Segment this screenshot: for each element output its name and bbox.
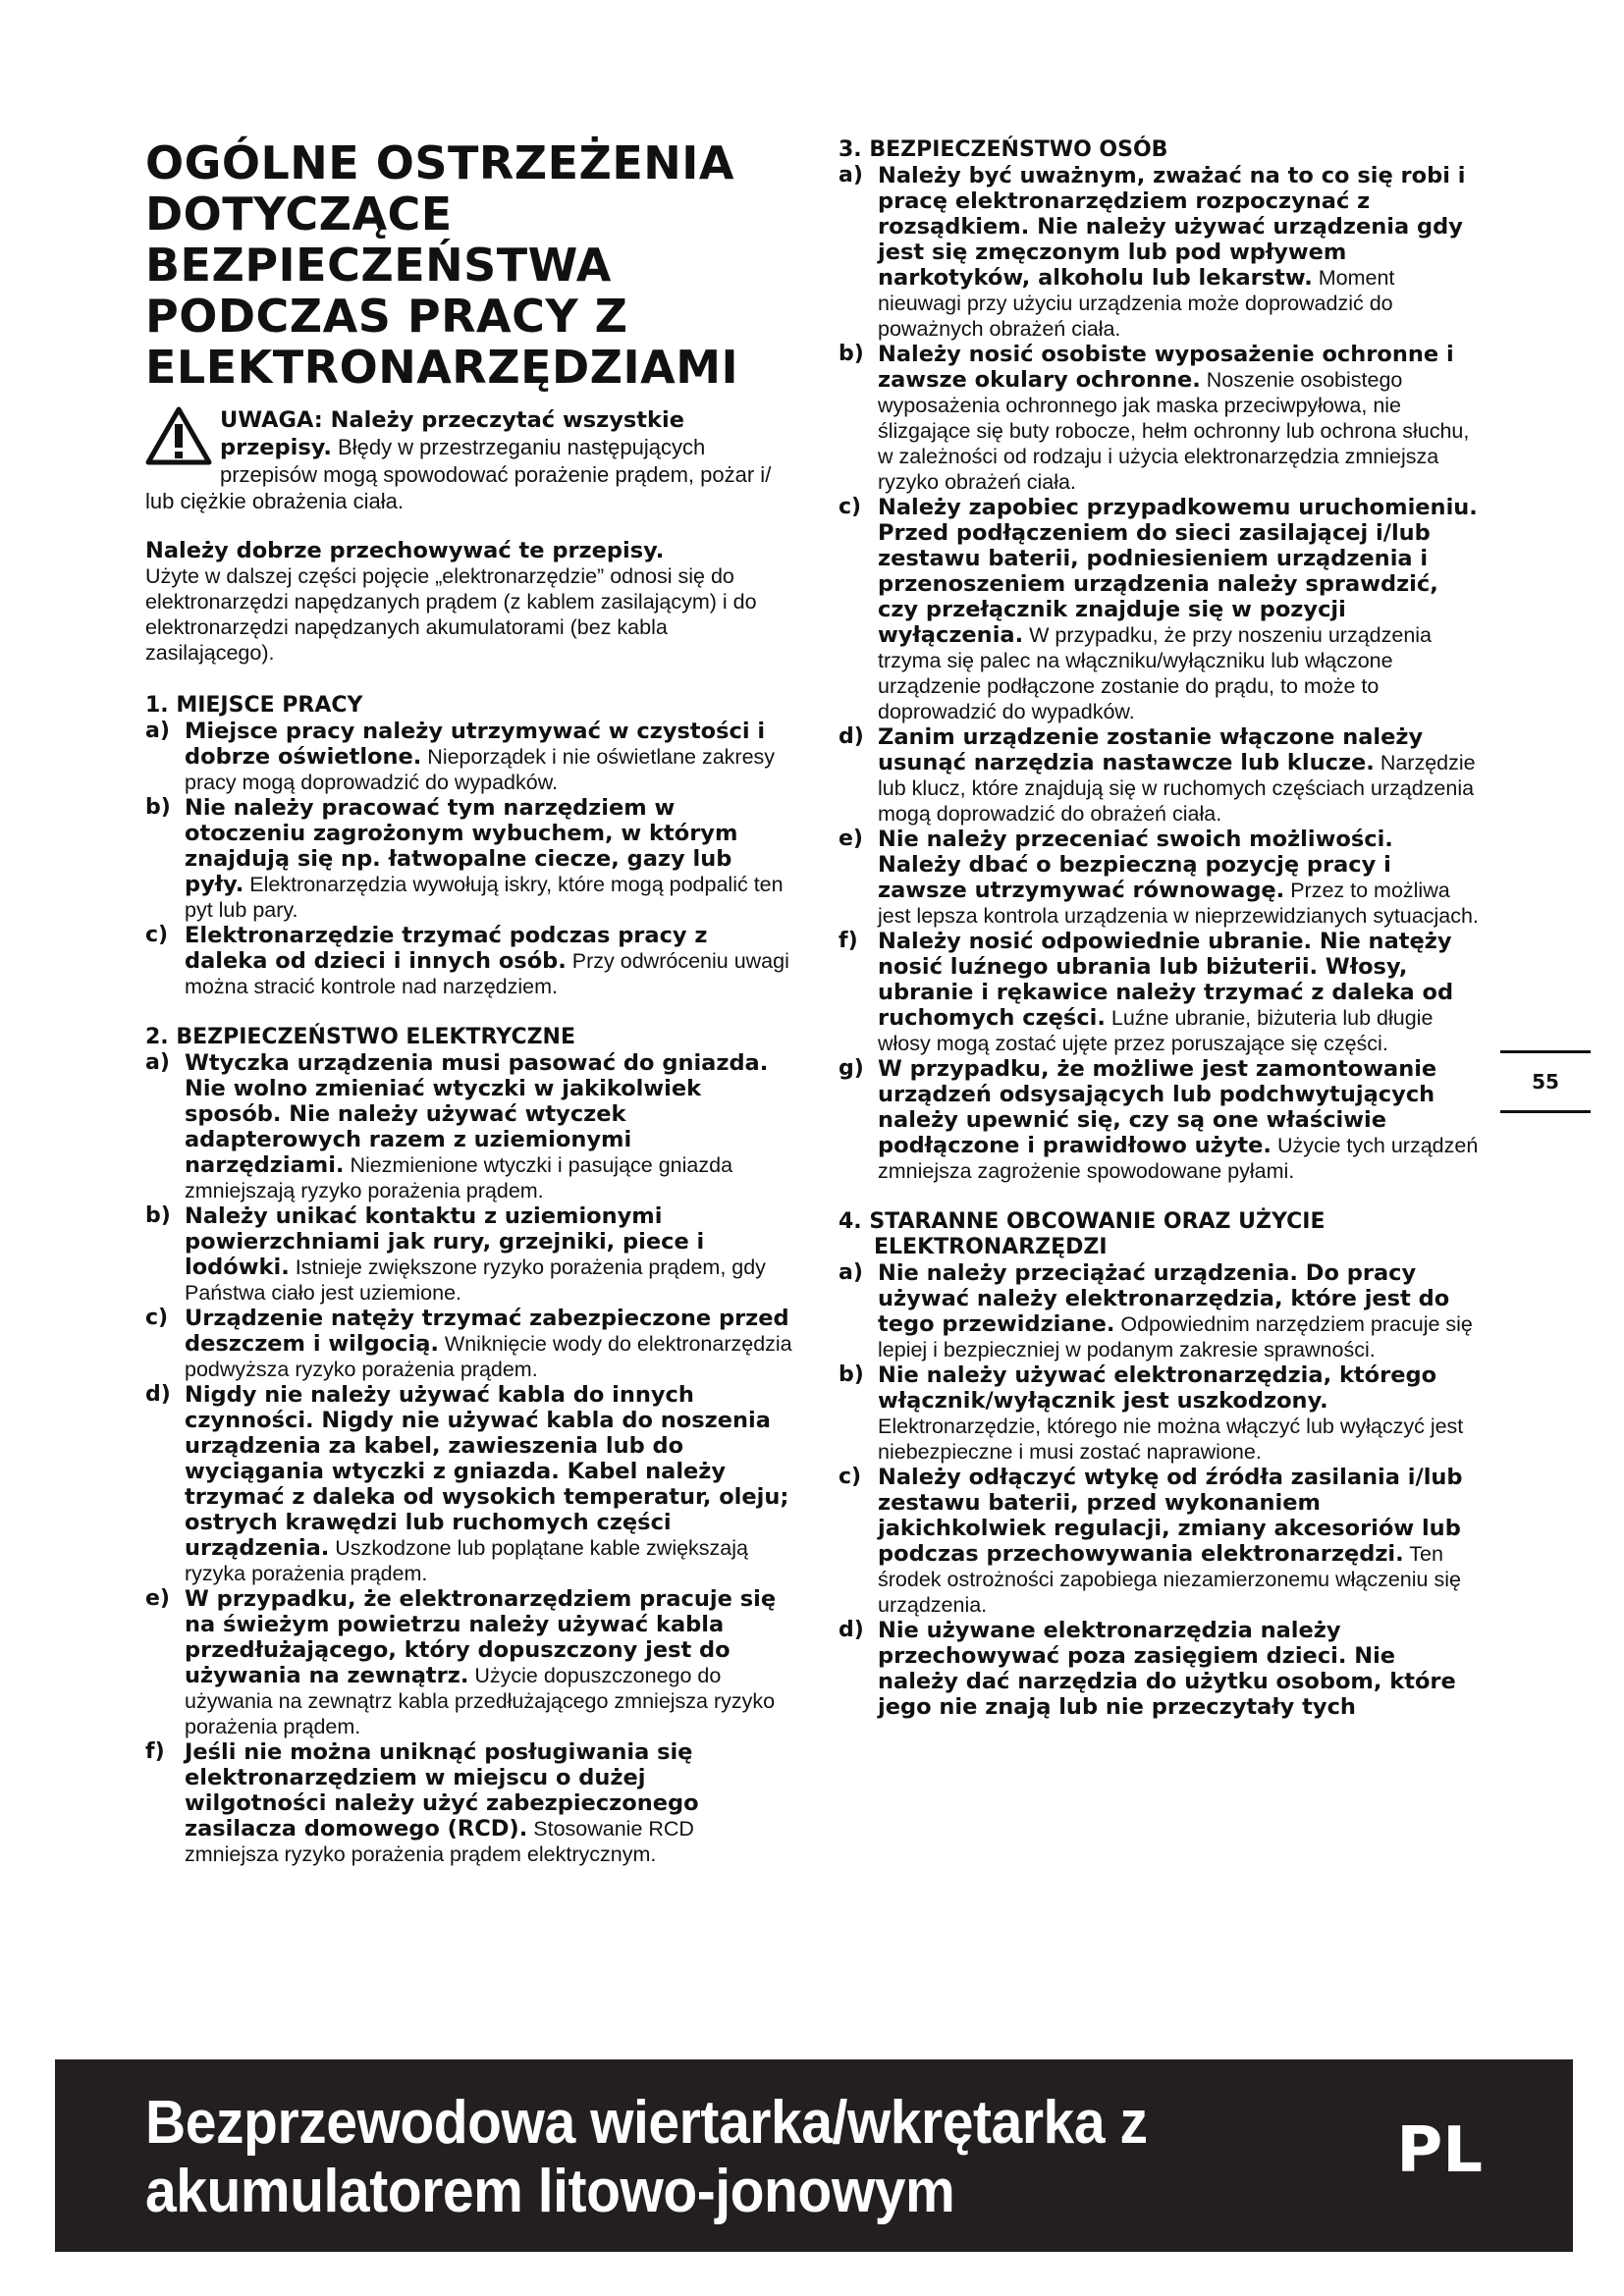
item-bold-text: Należy nosić osobiste wyposażenie ochronne i zawsze okulary ochronne. [878,342,1454,393]
item-text: Stosowanie RCD zmniejsza ryzyko porażenia prądem elektrycznym. [185,1817,694,1866]
page-title-line: DOTYCZĄCE [145,187,453,240]
section-tool-use-and-care [839,1209,1483,1720]
section-title: 2. BEZPIECZEŃSTWO ELEKTRYCZNE [145,1025,575,1049]
page-title-line: BEZPIECZEŃSTWA [145,239,612,292]
item-letter: b) [145,795,171,820]
page-title-line: PODCZAS PRACY Z [145,290,628,343]
item-letter: b) [145,1203,171,1228]
item-letter: c) [839,1465,862,1489]
item-text: Narzędzie lub klucz, które znajdują się w ruchomych częściach urządzenia mogą doprowadzić do obrażeń ciała. [878,751,1476,826]
item-bold-text: Elektronarzędzie trzymać podczas pracy z daleka od dzieci i innych osób. [185,923,708,974]
list-item [145,1306,793,1382]
item-letter: f) [145,1739,165,1764]
item-letter: d) [839,1618,864,1642]
item-text: Nieporządek i nie oświetlane zakresy pracy mogą doprowadzić do wypadków. [185,745,776,794]
item-bold-text: Wtyczka urządzenia musi pasować do gniazda. Nie wolno zmieniać wtyczki w jakikolwiek sposób. Nie należy używać wtyczek adapterowych razem z uziemionymi narzędziami. [185,1050,769,1178]
item-letter: e) [145,1586,170,1611]
item-text: Elektronarzędzia wywołują iskry, które mogą podpalić ten pyt lub pary. [185,873,784,922]
item-letter: b) [839,342,864,366]
item-bold-text: Należy unikać kontaktu z uziemionymi powierzchniami jak rury, grzejniki, piece i lodówki. [185,1203,705,1280]
item-bold-text: Nie używane elektronarzędzia należy przechowywać poza zasięgiem dzieci. Nie należy dać narzędzia do użytku osobom, które jego nie znają lub nie przeczytały tych [878,1618,1456,1720]
list-item [145,795,793,923]
list-item [839,1260,1483,1362]
item-letter: a) [839,163,863,187]
item-bold-text: Nigdy nie należy używać kabla do innych czynności. Nigdy nie używać kabla do noszenia urządzenia za kabel, zawieszenia lub do wyciągania wtyczki z gniazda. Kabel należy trzymać z daleka od wysokich temperatur, oleju; ostrych krawędzi lub ruchomych części urządzenia. [185,1382,789,1561]
item-letter: c) [145,1306,169,1330]
list-item [839,495,1483,724]
warning-triangle-icon [145,406,212,465]
section-title: 4. STARANNE OBCOWANIE ORAZ UŻYCIE ELEKTRONARZĘDZI [839,1209,1326,1259]
product-title [145,2089,1148,2226]
left-column [145,137,793,1893]
list-item [145,1382,793,1586]
item-text: Moment nieuwagi przy użyciu urządzenia może doprowadzić do poważnych obrażeń ciała. [878,266,1395,341]
list-item [145,1739,793,1867]
list-item [839,724,1483,827]
item-bold-text: Jeśli nie można uniknąć posługiwania się elektronarzędziem w miejscu o dużej wilgotności należy użyć zabezpieczonego zasilacza domowego (RCD). [185,1739,699,1842]
list-item [839,1465,1483,1618]
item-text: Przy odwróceniu uwagi można stracić kontrole nad narzędziem. [185,949,789,998]
list-item [145,1586,793,1739]
section-work-area [145,693,793,999]
language-code: PL [1396,2114,1483,2187]
warning-text: Błędy w przestrzeganiu następujących przepisów mogą spowodować porażenie prądem, pożar i/ lub ciężkie obrażenia ciała. [145,435,772,513]
item-text: Ten środek ostrożności zapobiega niezamierzonemu włączeniu się urządzenia. [878,1542,1461,1617]
item-letter: d) [145,1382,171,1407]
item-letter: a) [145,1050,170,1075]
item-text: Użycie tych urządzeń zmniejsza zagrożenie spowodowane pyłami. [878,1134,1479,1183]
intro-text: Użyte w dalszej części pojęcie „elektronarzędzie” odnosi się do elektronarzędzi napędzanych prądem (z kablem zasilającym) i do elektronarzędzi napędzanych akumulatorami (bez kabla zasilającego). [145,564,757,665]
list-item [839,1618,1483,1720]
product-title-line: akumulatorem litowo-jonowym [145,2158,955,2225]
item-bold-text: W przypadku, że możliwe jest zamontowanie urządzeń odsysających lub podchwytujących należy upewnić się, czy są one właściwie podłączone i prawidłowo użyte. [878,1056,1437,1158]
page-title-line: OGÓLNE OSTRZEŻENIA [145,136,735,189]
item-text: Wniknięcie wody do elektronarzędzia podwyższa ryzyko porażenia prądem. [185,1332,792,1381]
page-title [145,137,793,393]
list-item [839,342,1483,495]
warning-block [145,406,793,514]
list-item [145,923,793,999]
footer-banner [55,2059,1573,2252]
item-letter: g) [839,1056,864,1081]
warning-bold-text: UWAGA: Należy przeczytać wszystkie przepisy. [220,407,684,460]
section-electrical-safety [145,1025,793,1867]
item-text: Istnieje zwiększone ryzyko porażenia prądem, gdy Państwa ciało jest uziemione. [185,1255,766,1305]
item-bold-text: Należy być uważnym, zważać na to co się robi i pracę elektronarzędziem rozpoczynać z rozsądkiem. Nie należy używać urządzenia gdy jest się zmęczonym lub pod wpływem narkotyków, alkoholu lub lekarstw. [878,163,1466,291]
list-item [839,827,1483,929]
item-text: W przypadku, że przy noszeniu urządzenia trzyma się palec na włączniku/wyłączniku lub włączone urządzenie podłączone zostanie do prądu, to może to doprowadzić do wypadków. [878,623,1433,723]
item-bold-text: Należy zapobiec przypadkowemu uruchomieniu. Przed podłączeniem do sieci zasilającej i/lub zestawu baterii, podniesieniem urządzenia i przenoszeniem urządzenia należy sprawdzić, czy przełącznik znajduje się w pozycji wyłączenia. [878,495,1478,648]
item-bold-text: Miejsce pracy należy utrzymywać w czystości i dobrze oświetlone. [185,719,766,770]
section-title: 3. BEZPIECZEŃSTWO OSÓB [839,137,1168,162]
intro-paragraph [145,538,793,666]
item-letter: a) [145,719,170,743]
item-letter: e) [839,827,863,851]
product-title-line: Bezprzewodowa wiertarka/wkrętarka z [145,2089,1148,2157]
list-item [145,719,793,795]
section-personal-safety [839,137,1483,1184]
item-bold-text: Nie należy przeceniać swoich możliwości. Należy dbać o bezpieczną pozycję pracy i zawsze utrzymywać równowagę. [878,827,1393,903]
intro-bold-text: Należy dobrze przechowywać te przepisy. [145,538,665,563]
section-title: 1. MIEJSCE PRACY [145,693,363,718]
right-column [839,137,1483,1745]
list-item [839,1362,1483,1465]
item-bold-text: Nie należy używać elektronarzędzia, którego włącznik/wyłącznik jest uszkodzony. [878,1362,1437,1414]
item-bold-text: Należy odłączyć wtykę od źródła zasilania i/lub zestawu baterii, przed wykonaniem jakichkolwiek regulacji, zmiany akcesoriów lub podczas przechowywania elektronarzędzi. [878,1465,1463,1567]
item-bold-text: Zanim urządzenie zostanie włączone należy usunąć narzędzia nastawcze lub klucze. [878,724,1424,775]
item-text: Uszkodzone lub poplątane kable zwiększają ryzyka porażenia prądem. [185,1536,749,1585]
item-bold-text: Urządzenie natęży trzymać zabezpieczone przed deszczem i wilgocią. [185,1306,789,1357]
item-text: Noszenie osobistego wyposażenia ochronnego jak maska przeciwpyłowa, nie ślizgające się buty robocze, hełm ochronny lub ochrona słuchu, w zależności od rodzaju i użycia elektronarzędzia zmniejsza ryzyko obrażeń ciała. [878,368,1470,494]
item-bold-text: Nie należy pracować tym narzędziem w otoczeniu zagrożonym wybuchem, w którym znajdują się np. łatwopalne ciecze, gazy lub pyły. [185,795,738,897]
item-text: Elektronarzędzie, którego nie można włączyć lub wyłączyć jest niebezpieczne i musi zostać naprawione. [878,1415,1464,1464]
list-item [839,929,1483,1056]
item-bold-text: Nie należy przeciążać urządzenia. Do pracy używać należy elektronarzędzia, które jest do tego przewidziane. [878,1260,1450,1337]
item-letter: f) [839,929,858,953]
list-item [839,1056,1483,1184]
list-item [145,1050,793,1203]
list-item [839,163,1483,342]
page-number: 55 [1500,1050,1591,1113]
item-bold-text: Należy nosić odpowiednie ubranie. Nie natęży nosić luźnego ubrania lub biżuterii. Włosy, ubranie i rękawice należy trzymać z daleka od ruchomych części. [878,929,1454,1031]
item-letter: c) [839,495,862,519]
item-letter: a) [839,1260,863,1285]
item-bold-text: W przypadku, że elektronarzędziem pracuje się na świeżym powietrzu należy używać kabla przedłużającego, który dopuszczony jest do używania na zewnątrz. [185,1586,777,1688]
item-text: Przez to możliwa jest lepsza kontrola urządzenia w nieprzewidzianych sytuacjach. [878,879,1479,928]
item-text: Luźne ubranie, biżuteria lub długie włosy mogą zostać ujęte przez poruszające się części. [878,1006,1434,1055]
page-title-line: ELEKTRONARZĘDZIAMI [145,341,739,394]
item-text: Niezmienione wtyczki i pasujące gniazda zmniejszają ryzyko porażenia prądem. [185,1153,733,1202]
item-letter: c) [145,923,169,947]
item-text: Użycie dopuszczonego do używania na zewnątrz kabla przedłużającego zmniejsza ryzyko porażenia prądem. [185,1664,776,1738]
item-letter: d) [839,724,864,749]
item-letter: b) [839,1362,864,1387]
list-item [145,1203,793,1306]
item-text: Odpowiednim narzędziem pracuje się lepiej i bezpieczniej w podanym zakresie sprawności. [878,1312,1473,1362]
